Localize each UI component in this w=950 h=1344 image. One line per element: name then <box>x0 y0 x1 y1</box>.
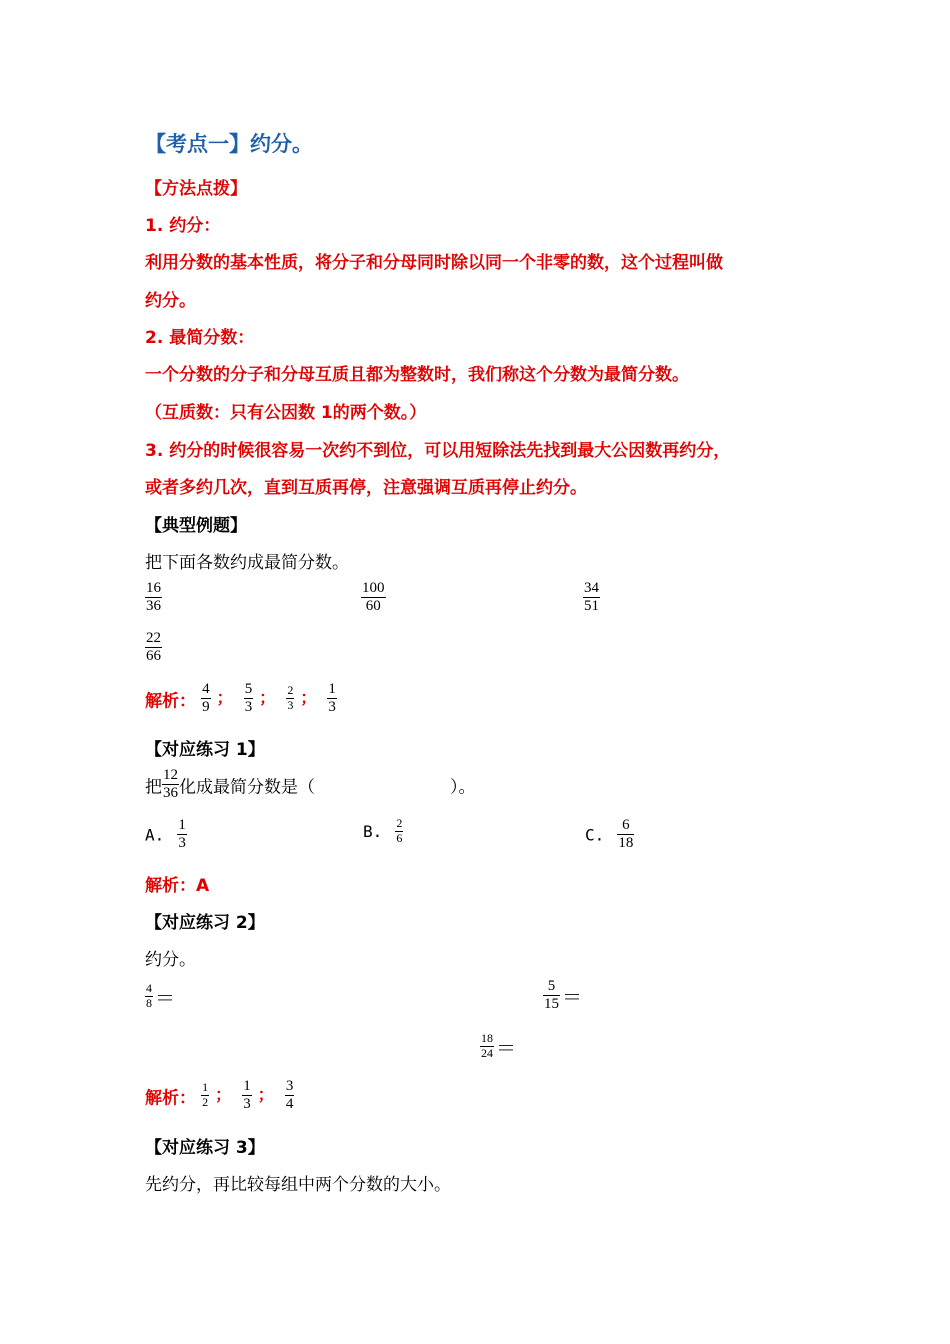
example-fraction <box>145 580 162 616</box>
method-point-2-line-1: 一个分数的分子和分母互质且都为整数时，我们称这个分数为最简分数。 <box>145 365 689 385</box>
practice-3-header: 【对应练习 3】 <box>145 1138 265 1158</box>
answer-separator: ； <box>257 1085 274 1105</box>
practice-1-answer: 解析：A <box>145 876 210 896</box>
answer-separator: ； <box>216 688 233 708</box>
practice-1-header: 【对应练习 1】 <box>145 740 265 760</box>
answer-label: 解析： <box>145 1088 196 1109</box>
practice-2-item <box>145 982 175 1011</box>
item-fraction: $\frac{5}{15}$ <box>544 978 559 1013</box>
answer-separator: ； <box>300 688 317 708</box>
option-fraction: $\frac{1}{3}$ <box>178 817 186 852</box>
example-fraction <box>583 580 600 616</box>
equals-sign: ＝ <box>155 986 175 1010</box>
answer-separator: ； <box>259 688 276 708</box>
numerator: 16 <box>145 580 162 598</box>
denominator: 36 <box>146 598 161 615</box>
denominator: 51 <box>584 598 599 615</box>
question-fraction: $\frac{12}{36}$ <box>163 767 178 802</box>
answer-separator: ； <box>215 1085 232 1105</box>
numerator: 100 <box>361 580 386 598</box>
method-point-3-line-2: 或者多约几次，直到互质再停，注意强调互质再停止约分。 <box>145 478 587 498</box>
practice-2-item <box>543 978 582 1014</box>
method-point-2-title: 2. 最简分数： <box>145 328 255 348</box>
answer-fraction: $\frac{1}{3}$ <box>328 681 336 716</box>
option-a[interactable]: A. $\frac{1}{3}$ <box>145 817 186 852</box>
option-fraction: $\frac{6}{18}$ <box>618 817 634 852</box>
numerator: 22 <box>145 630 162 648</box>
example-fraction <box>361 580 386 616</box>
method-point-1-line-1: 利用分数的基本性质，将分子和分母同时除以同一个非零的数，这个过程叫做 <box>145 253 723 273</box>
item-fraction: $\frac{4}{8}$ <box>146 981 152 1010</box>
practice-2-item <box>480 1032 516 1061</box>
answer-fraction: $\frac{2}{3}$ <box>287 683 294 713</box>
method-point-3-line-1: 3. 约分的时候很容易一次约不到位，可以用短除法先找到最大公因数再约分， <box>145 441 731 461</box>
answer-fraction: $\frac{3}{4}$ <box>285 1078 294 1113</box>
practice-3-instruction: 先约分，再比较每组中两个分数的大小。 <box>145 1175 451 1195</box>
method-point-2-line-2: （互质数：只有公因数 1的两个数。） <box>145 403 427 423</box>
example-instruction: 把下面各数约成最简分数。 <box>145 553 349 573</box>
practice-2-header: 【对应练习 2】 <box>145 913 265 933</box>
numerator: 34 <box>583 580 600 598</box>
option-c[interactable]: C. $\frac{6}{18}$ <box>585 817 634 852</box>
equals-sign: ＝ <box>562 985 582 1010</box>
answer-fraction: $\frac{5}{3}$ <box>244 681 253 716</box>
method-point-1-title: 1. 约分： <box>145 216 221 236</box>
answer-fraction: $\frac{1}{3}$ <box>243 1078 251 1113</box>
method-point-1-line-2: 约分。 <box>145 291 196 311</box>
practice-2-answer <box>145 1078 294 1114</box>
method-header: 【方法点拨】 <box>145 179 247 199</box>
section-heading: 【考点一】约分。 <box>145 132 313 156</box>
answer-fraction: $\frac{1}{2}$ <box>202 1080 209 1110</box>
example-header: 【典型例题】 <box>145 516 247 536</box>
practice-2-instruction: 约分。 <box>145 950 196 970</box>
example-answer <box>145 681 337 717</box>
example-fraction <box>145 630 162 666</box>
item-fraction: $\frac{18}{24}$ <box>481 1031 493 1060</box>
denominator: 60 <box>365 598 381 615</box>
answer-fraction: $\frac{4}{9}$ <box>202 681 210 716</box>
answer-label: 解析： <box>145 691 196 712</box>
denominator: 66 <box>146 648 161 665</box>
option-b[interactable]: B. $\frac{2}{6}$ <box>363 816 403 845</box>
practice-1-question: 把 $\frac{12}{36}$ 化成最简分数是（ ）。 <box>145 767 476 802</box>
equals-sign: ＝ <box>496 1036 516 1060</box>
option-fraction: $\frac{2}{6}$ <box>396 816 403 845</box>
